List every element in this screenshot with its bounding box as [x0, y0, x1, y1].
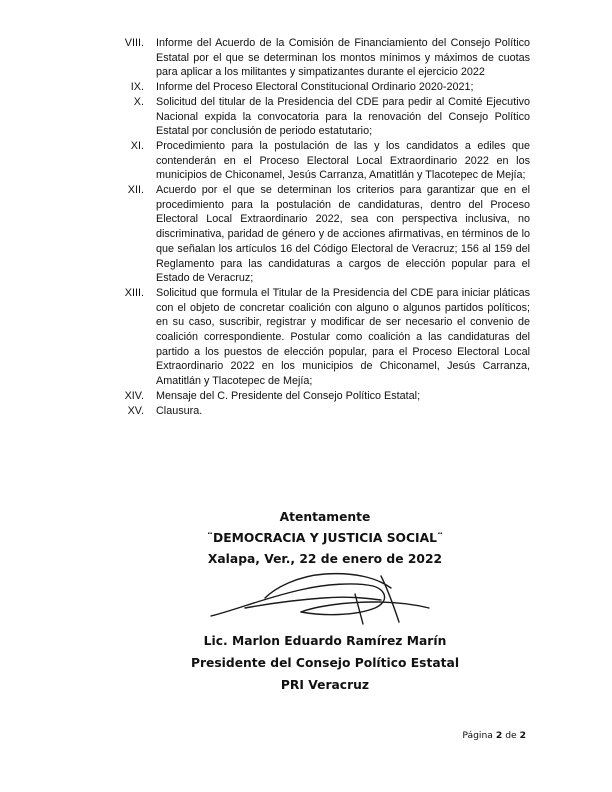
of-word: de: [505, 730, 517, 741]
agenda-item-text: Clausura.: [156, 404, 203, 417]
signer-title: Presidente del Consejo Político Estatal: [190, 656, 460, 670]
current-page-number: 2: [495, 730, 503, 741]
agenda-item-text: Mensaje del C. Presidente del Consejo Político Estatal;: [156, 389, 421, 402]
agenda-item-xii: [112, 183, 530, 286]
closing-place-date: Xalapa, Ver., 22 de enero de 2022: [207, 552, 443, 566]
agenda-item-text: Solicitud del titular de la Presidencia del CDE para pedir al Comité Ejecutivo Nacional expida la convocatoria para la renovación del Consejo Político Estatal por conclusión de periodo estatutario;: [156, 95, 530, 138]
agenda-item-ix: [112, 80, 530, 95]
agenda-item-xv: [112, 404, 530, 419]
agenda-list: [112, 36, 530, 418]
closing-block: [160, 507, 490, 570]
signer-block: [160, 630, 490, 696]
agenda-item-xiv: [112, 389, 530, 404]
agenda-item-text: Acuerdo por el que se determinan los criterios para garantizar que en el procedimiento para la postulación de candidaturas, dentro del Proceso Electoral Local Extraordinario 2022, sea con perspectiva inclusiva, no discriminativa, paridad de género y de acciones afirmativas, en términos de lo que señalan los artículos 16 del Código Electoral de Veracruz; 156 al 159 del Reglamento para las candidaturas a cargos de elección popular para el Estado de Veracruz;: [156, 184, 530, 285]
page-number: [462, 730, 526, 741]
agenda-item-viii: [112, 36, 530, 80]
agenda-item-x: [112, 95, 530, 139]
agenda-item-number: XI.: [130, 139, 144, 152]
agenda-item-number: VIII.: [124, 37, 144, 49]
closing-motto: ¨DEMOCRACIA Y JUSTICIA SOCIAL¨: [206, 531, 444, 545]
agenda-item-number: IX.: [130, 81, 144, 94]
agenda-item-text: Informe del Proceso Electoral Constitucional Ordinario 2020-2021;: [156, 81, 474, 94]
agenda-item-text: Procedimiento para la postulación de las y los candidatos a ediles que contenderán en el Proceso Electoral Local Extraordinario 2022 en los municipios de Chiconamel, Jesús Carranza, Amatitlán y Tlacotepec de Mejía;: [156, 139, 530, 182]
agenda-item-text: Informe del Acuerdo de la Comisión de Financiamiento del Consejo Político Estatal por el que se determinan los montos mínimos y máximos de cuotas para aplicar a los militantes y simpatizantes durante el ejercicio 2022: [156, 37, 530, 79]
signer-name: Lic. Marlon Eduardo Ramírez Marín: [203, 634, 447, 648]
agenda-item-xiii: [112, 286, 530, 389]
page-word: Página: [462, 730, 493, 741]
agenda-item-xi: [112, 139, 530, 183]
agenda-item-number: XIII.: [124, 286, 144, 299]
agenda-item-text: Solicitud que formula el Titular de la Presidencia del CDE para iniciar pláticas con el objeto de concretar coalición con alguno o algunos partidos políticos; en su caso, suscribir, registrar y modificar de ser necesario el convenio de coalición correspondiente. Postular como coalición a las candidaturas del partido a los puestos de elección popular, para el Proceso Electoral Local Extraordinario 2022 en los municipios de Chiconamel, Jesús Carranza, Amatitlán y Tlacotepec de Mejía;: [156, 286, 530, 388]
signer-organization: PRI Veracruz: [280, 678, 370, 692]
agenda-item-number: XII.: [127, 184, 144, 197]
signature-image: [205, 568, 435, 628]
closing-salutation: Atentamente: [279, 510, 371, 524]
total-pages-number: 2: [519, 730, 526, 741]
agenda-item-number: XV.: [127, 404, 144, 417]
agenda-item-number: X.: [133, 95, 144, 108]
agenda-item-number: XIV.: [124, 389, 144, 402]
